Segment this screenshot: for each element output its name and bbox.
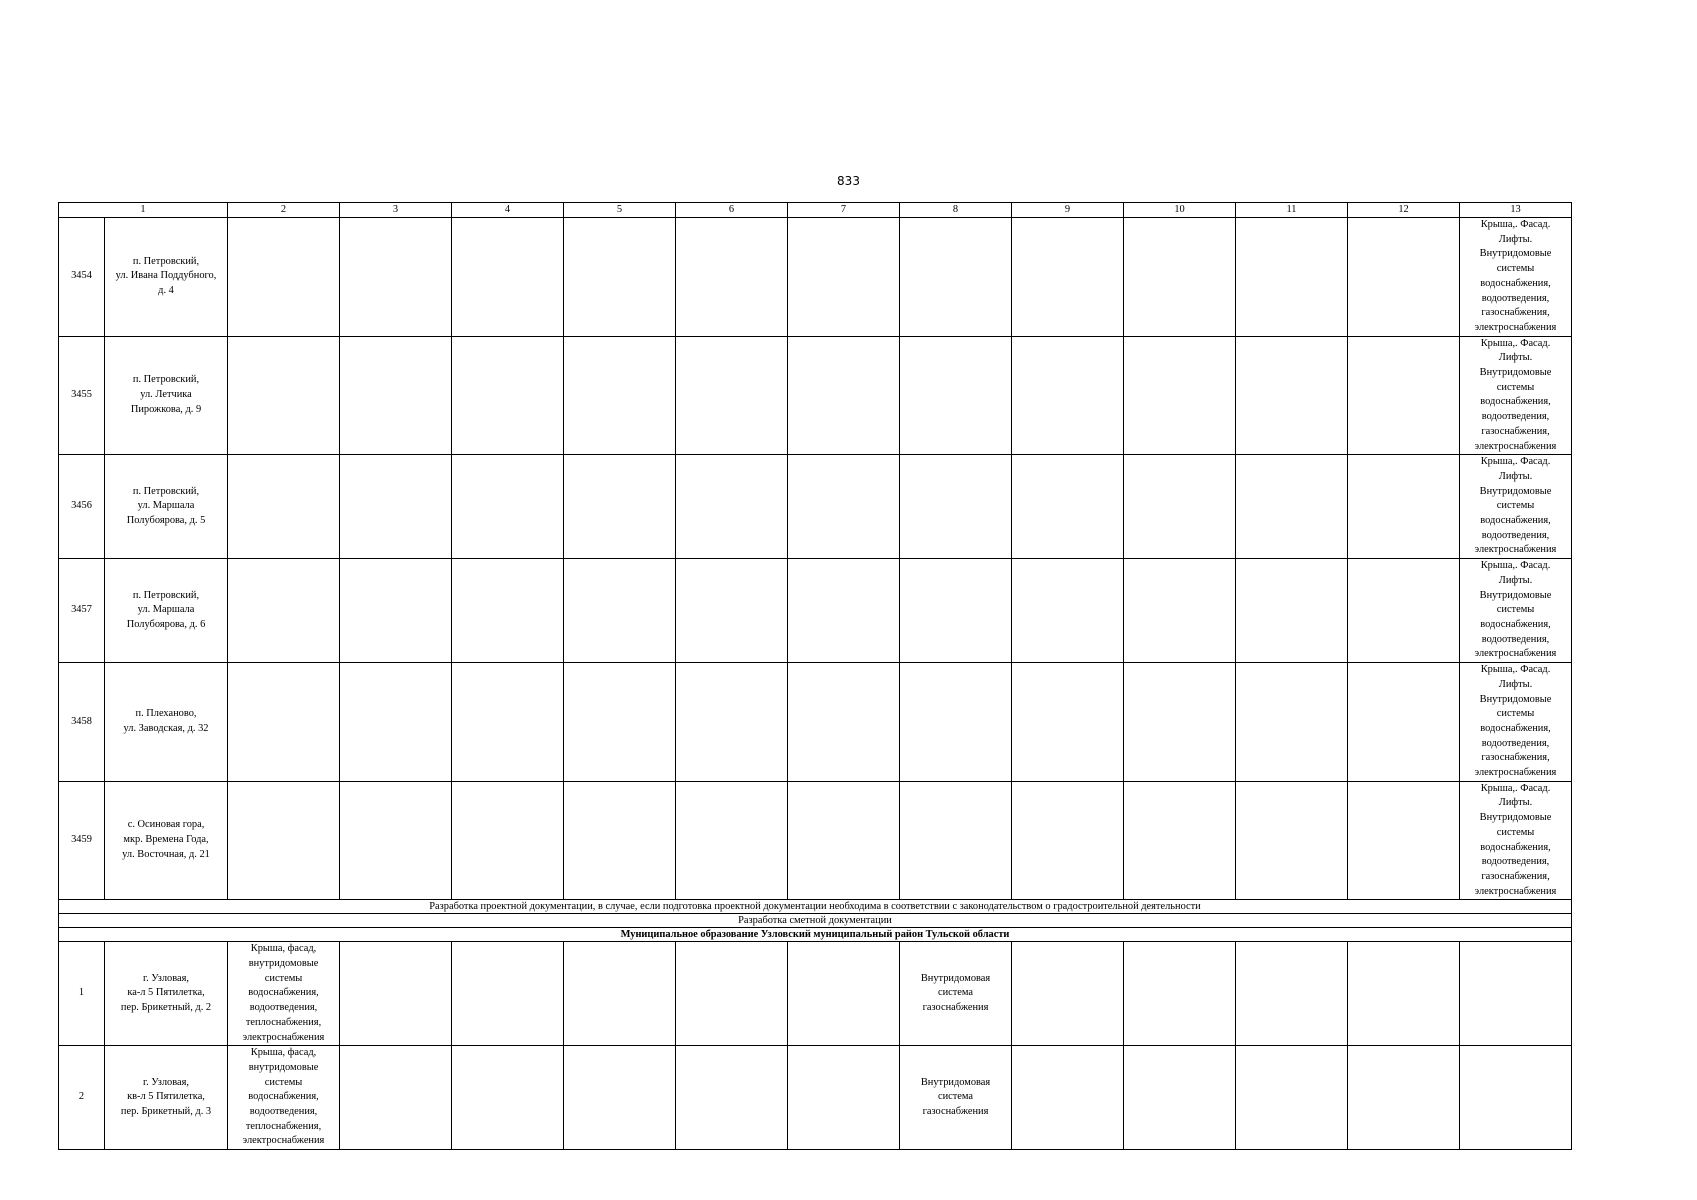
- row-number: 3459: [59, 781, 105, 900]
- row-number: 3456: [59, 455, 105, 559]
- row-address: п. Петровский, ул. Маршала Полубоярова, д. 6: [105, 559, 228, 663]
- row-work-types: Крыша,. Фасад. Лифты. Внутридомовые системы водоснабжения, водоотведения, газоснабжения, электроснабжения: [1460, 218, 1572, 337]
- column-header: 1: [59, 203, 228, 218]
- row-number: 1: [59, 942, 105, 1046]
- column-header: 11: [1236, 203, 1348, 218]
- row-work-types: Крыша, фасад, внутридомовые системы водоснабжения, водоотведения, теплоснабжения, электроснабжения: [228, 942, 340, 1046]
- row-number: 2: [59, 1046, 105, 1150]
- table-row: [59, 781, 1572, 900]
- row-gas-system: Внутридомовая система газоснабжения: [900, 942, 1012, 1046]
- capital-repair-table: [58, 202, 1572, 1150]
- row-number: 3455: [59, 336, 105, 455]
- column-header: 8: [900, 203, 1012, 218]
- column-number-row: [59, 203, 1572, 218]
- row-address: п. Петровский, ул. Летчика Пирожкова, д. 9: [105, 336, 228, 455]
- column-header: 9: [1012, 203, 1124, 218]
- table-row: [59, 663, 1572, 782]
- row-number: 3454: [59, 218, 105, 337]
- table-row: [59, 1046, 1572, 1150]
- section-heading: Разработка проектной документации, в случае, если подготовка проектной документации необходима в соответствии с законодательством о градостроительной деятельности: [59, 900, 1572, 914]
- column-header: 10: [1124, 203, 1236, 218]
- table-row: [59, 559, 1572, 663]
- column-header: 4: [452, 203, 564, 218]
- municipality-heading: Муниципальное образование Узловский муниципальный район Тульской области: [59, 928, 1572, 942]
- section-row-municipality: [59, 928, 1572, 942]
- row-address: с. Осиновая гора, мкр. Времена Года, ул. Восточная, д. 21: [105, 781, 228, 900]
- table-row: [59, 942, 1572, 1046]
- column-header: 3: [340, 203, 452, 218]
- row-address: п. Петровский, ул. Маршала Полубоярова, д. 5: [105, 455, 228, 559]
- row-work-types: Крыша,. Фасад. Лифты. Внутридомовые системы водоснабжения, водоотведения, электроснабжения: [1460, 559, 1572, 663]
- section-heading: Разработка сметной документации: [59, 914, 1572, 928]
- column-header: 6: [676, 203, 788, 218]
- table-row: [59, 336, 1572, 455]
- page-number: 833: [837, 174, 860, 188]
- row-number: 3457: [59, 559, 105, 663]
- row-address: п. Плеханово, ул. Заводская, д. 32: [105, 663, 228, 782]
- column-header: 12: [1348, 203, 1460, 218]
- section-row-design: [59, 900, 1572, 914]
- row-address: г. Узловая, кв-л 5 Пятилетка, пер. Брикетный, д. 3: [105, 1046, 228, 1150]
- row-work-types: Крыша,. Фасад. Лифты. Внутридомовые системы водоснабжения, водоотведения, газоснабжения, электроснабжения: [1460, 781, 1572, 900]
- row-work-types: Крыша, фасад, внутридомовые системы водоснабжения, водоотведения, теплоснабжения, электроснабжения: [228, 1046, 340, 1150]
- table-row: [59, 218, 1572, 337]
- row-address: п. Петровский, ул. Ивана Поддубного, д. 4: [105, 218, 228, 337]
- row-number: 3458: [59, 663, 105, 782]
- row-gas-system: Внутридомовая система газоснабжения: [900, 1046, 1012, 1150]
- row-work-types: Крыша,. Фасад. Лифты. Внутридомовые системы водоснабжения, водоотведения, газоснабжения, электроснабжения: [1460, 663, 1572, 782]
- row-address: г. Узловая, ка-л 5 Пятилетка, пер. Брикетный, д. 2: [105, 942, 228, 1046]
- row-work-types: Крыша,. Фасад. Лифты. Внутридомовые системы водоснабжения, водоотведения, газоснабжения, электроснабжения: [1460, 336, 1572, 455]
- column-header: 13: [1460, 203, 1572, 218]
- column-header: 5: [564, 203, 676, 218]
- column-header: 2: [228, 203, 340, 218]
- section-row-estimate: [59, 914, 1572, 928]
- table-row: [59, 455, 1572, 559]
- column-header: 7: [788, 203, 900, 218]
- row-work-types: Крыша,. Фасад. Лифты. Внутридомовые системы водоснабжения, водоотведения, электроснабжения: [1460, 455, 1572, 559]
